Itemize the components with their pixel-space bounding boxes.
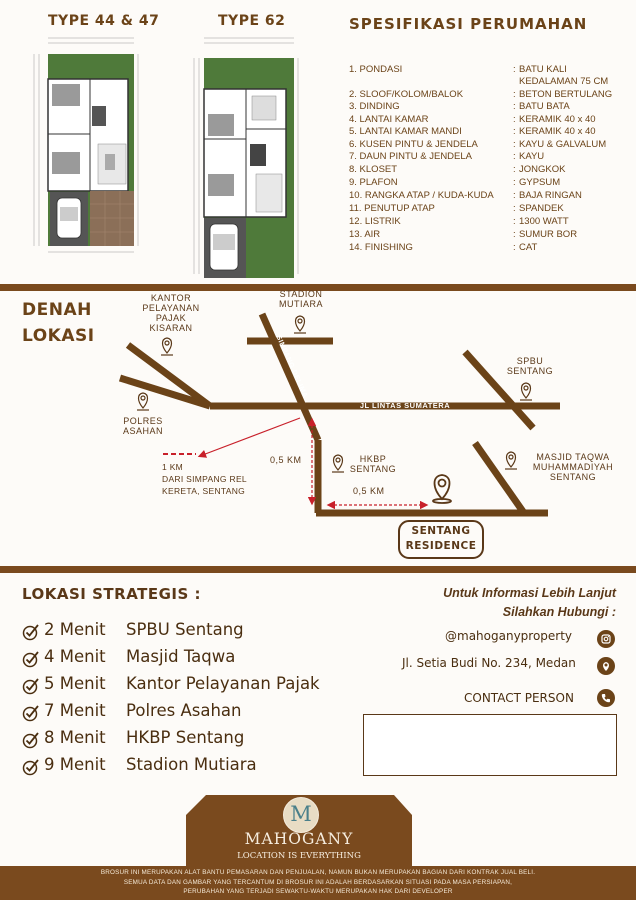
location-pin-icon (332, 455, 344, 472)
contact-person-label: CONTACT PERSON (464, 691, 574, 705)
info-heading (380, 584, 616, 622)
location-pin-icon (161, 338, 173, 355)
spec-title: SPESIFIKASI PERUMAHAN (349, 15, 588, 33)
strategic-time: 8 Menit (44, 728, 106, 747)
label-05km-a: 0,5 KM (270, 455, 302, 465)
strategic-place: Masjid Taqwa (126, 647, 236, 666)
strategic-place: Polres Asahan (126, 701, 242, 720)
spec-item-name: 4. LANTAI KAMAR (349, 114, 429, 125)
spec-item-value: GYPSUM (519, 177, 561, 188)
spec-item-5: 5. LANTAI KAMAR MANDI : KERAMIK 40 x 40 (349, 126, 596, 137)
brand-tagline: LOCATION IS EVERYTHING (237, 851, 361, 861)
label-line: STADION (279, 289, 323, 299)
label-line: KANTOR (150, 293, 192, 303)
strategic-time: 4 Menit (44, 647, 106, 666)
spec-item-value: 1300 WATT (519, 216, 569, 227)
strategic-title: LOKASI STRATEGIS : (22, 585, 202, 603)
location-pin-icon (597, 657, 615, 675)
label-line: 1 KM (162, 462, 184, 472)
spec-item-name: 5. LANTAI KAMAR MANDI (349, 126, 462, 137)
spec-item-name: 14. FINISHING (349, 242, 413, 253)
spec-item-7: 7. DAUN PINTU & JENDELA : KAYU (349, 151, 545, 162)
instagram-icon[interactable] (597, 630, 615, 648)
label-line: HKBP (359, 454, 387, 464)
spec-item-value: KERAMIK 40 x 40 (519, 114, 596, 125)
brand-name: MAHOGANY (244, 830, 354, 848)
spec-item-value: KERAMIK 40 x 40 (519, 126, 596, 137)
spec-item-name: 11. PENUTUP ATAP (349, 203, 435, 214)
label-line: SENTANG (549, 472, 597, 482)
label-stadion (266, 289, 336, 309)
location-map (0, 291, 636, 566)
check-circle-icon (22, 677, 40, 695)
residence-pin-icon (433, 475, 451, 503)
label-line: KISARAN (149, 323, 193, 333)
strategic-time: 9 Menit (44, 755, 106, 774)
residence-label (399, 524, 483, 554)
label-line: RESIDENCE (405, 540, 477, 552)
location-pin-icon (520, 383, 532, 400)
strategic-place: Kantor Pelayanan Pajak (126, 674, 320, 693)
spec-item-value: KAYU (519, 151, 545, 162)
phone-icon[interactable] (597, 689, 615, 707)
map-title-line1: DENAH (22, 300, 92, 320)
instagram-handle[interactable]: @mahoganyproperty (445, 629, 573, 643)
spec-item-value: BATU BATA (519, 101, 570, 112)
label-line: SPBU (516, 356, 544, 366)
spec-item-name: 12. LISTRIK (349, 216, 401, 227)
spec-item-6: 6. KUSEN PINTU & JENDELA : KAYU & GALVALUM (349, 139, 607, 150)
location-pin-icon (137, 393, 149, 410)
spec-item-value: BATU KALI (519, 64, 567, 75)
check-circle-icon (22, 758, 40, 776)
check-circle-icon (22, 704, 40, 722)
check-circle-icon (22, 731, 40, 749)
spec-item-14: 14. FINISHING : CAT (349, 242, 538, 253)
label-line: SENTANG (506, 366, 554, 376)
spec-item-name: 2. SLOOF/KOLOM/BALOK (349, 89, 464, 100)
floor-plan-type-62 (190, 34, 302, 280)
label-line: POLRES (123, 416, 163, 426)
label-line: KERETA, SENTANG (162, 486, 246, 496)
strategic-place: SPBU Sentang (126, 620, 244, 639)
spec-item-13: 13. AIR : SUMUR BOR (349, 229, 578, 240)
spec-item-9: 9. PLAFON : GYPSUM (349, 177, 561, 188)
label-line: SENTANG (411, 525, 471, 537)
label-hkbp (344, 454, 402, 474)
label-line: MUHAMMADIYAH (532, 462, 614, 472)
spec-item-4: 4. LANTAI KAMAR : KERAMIK 40 x 40 (349, 114, 596, 125)
footer-bar (0, 866, 636, 900)
location-pin-icon (505, 452, 517, 469)
strategic-place: HKBP Sentang (126, 728, 245, 747)
label-05km-b: 0,5 KM (353, 486, 385, 496)
spec-item-name: 8. KLOSET (349, 164, 398, 175)
label-line: ASAHAN (122, 426, 163, 436)
label-line: MASJID TAQWA (536, 452, 610, 462)
footer-line3: PERUBAHAN YANG TERJADI SEWAKTU-WAKTU MERUPAKAN HAK DARI DEVELOPER (183, 888, 453, 895)
map-title-line2: LOKASI (22, 326, 95, 346)
label-masjid (520, 452, 626, 482)
brand-logo: M (283, 797, 319, 833)
strategic-time: 5 Menit (44, 674, 106, 693)
contact-person-box (363, 714, 617, 776)
footer-line2: SEMUA DATA DAN GAMBAR YANG TERCANTUM DI BROSUR INI ADALAH BERDASARKAN SITUASI PADA MASA PERSIAPAN, (123, 879, 513, 886)
info-line1: Untuk Informasi Lebih Lanjut (443, 586, 616, 600)
spec-item-8: 8. KLOSET : JONGKOK (349, 164, 566, 175)
spec-item-name: 6. KUSEN PINTU & JENDELA (349, 139, 478, 150)
spec-item-value: SPANDEK (519, 203, 564, 214)
spec-item-value: KAYU & GALVALUM (519, 139, 607, 150)
spec-item-11: 11. PENUTUP ATAP : SPANDEK (349, 203, 564, 214)
location-pin-icon (294, 316, 306, 333)
address-text: Jl. Setia Budi No. 234, Medan (402, 656, 576, 670)
spec-item-12: 12. LISTRIK : 1300 WATT (349, 216, 569, 227)
label-kantor-pajak (128, 293, 214, 333)
spec-item-value: BAJA RINGAN (519, 190, 582, 201)
spec-item-name: 9. PLAFON (349, 177, 398, 188)
spec-item-name: 1. PONDASI (349, 64, 403, 75)
strategic-time: 2 Menit (44, 620, 106, 639)
spec-item-1: 1. PONDASI : BATU KALI (349, 64, 567, 75)
spec-item-1-continued (349, 76, 629, 89)
floor-plan-type-44-47 (30, 34, 142, 256)
spec-item-value: SUMUR BOR (519, 229, 578, 240)
label-line: PELAYANAN (142, 303, 200, 313)
label-1km (162, 461, 272, 497)
footer-line1: BROSUR INI MERUPAKAN ALAT BANTU PEMASARAN DAN PENJUALAN, NAMUN BUKAN MERUPAKAN BAGIAN DARI KONTRAK JUAL BELI. (100, 869, 536, 876)
road-label-lintas: JL LINTAS SUMATERA (359, 401, 451, 410)
label-line: SENTANG (349, 464, 397, 474)
check-circle-icon (22, 623, 40, 641)
label-spbu (500, 356, 560, 376)
road-label-simpang: SIMPANG DELIMA (274, 334, 309, 400)
strategic-place: Stadion Mutiara (126, 755, 257, 774)
info-line2: Silahkan Hubungi : (502, 605, 616, 619)
label-line: PAJAK (155, 313, 187, 323)
spec-item-value: JONGKOK (519, 164, 566, 175)
spec-item-value: KEDALAMAN 75 CM (519, 76, 609, 87)
spec-item-name: 3. DINDING (349, 101, 400, 112)
check-circle-icon (22, 650, 40, 668)
spec-item-2: 2. SLOOF/KOLOM/BALOK : BETON BERTULANG (349, 89, 613, 100)
label-line: MUTIARA (279, 299, 323, 309)
spec-item-value: BETON BERTULANG (519, 89, 613, 100)
strategic-time: 7 Menit (44, 701, 106, 720)
section-divider-bottom (0, 566, 636, 573)
spec-item-value: CAT (519, 242, 538, 253)
spec-item-name: 10. RANGKA ATAP / KUDA-KUDA (349, 190, 494, 201)
label-polres (112, 416, 174, 436)
label-line: DARI SIMPANG REL (162, 474, 247, 484)
spec-item-3: 3. DINDING : BATU BATA (349, 101, 570, 112)
spec-item-name: 13. AIR (349, 229, 381, 240)
spec-item-name: 7. DAUN PINTU & JENDELA (349, 151, 472, 162)
type-44-47-title: TYPE 44 & 47 (48, 13, 160, 29)
spec-item-10: 10. RANGKA ATAP / KUDA-KUDA : BAJA RINGAN (349, 190, 582, 201)
type-62-title: TYPE 62 (218, 13, 286, 29)
